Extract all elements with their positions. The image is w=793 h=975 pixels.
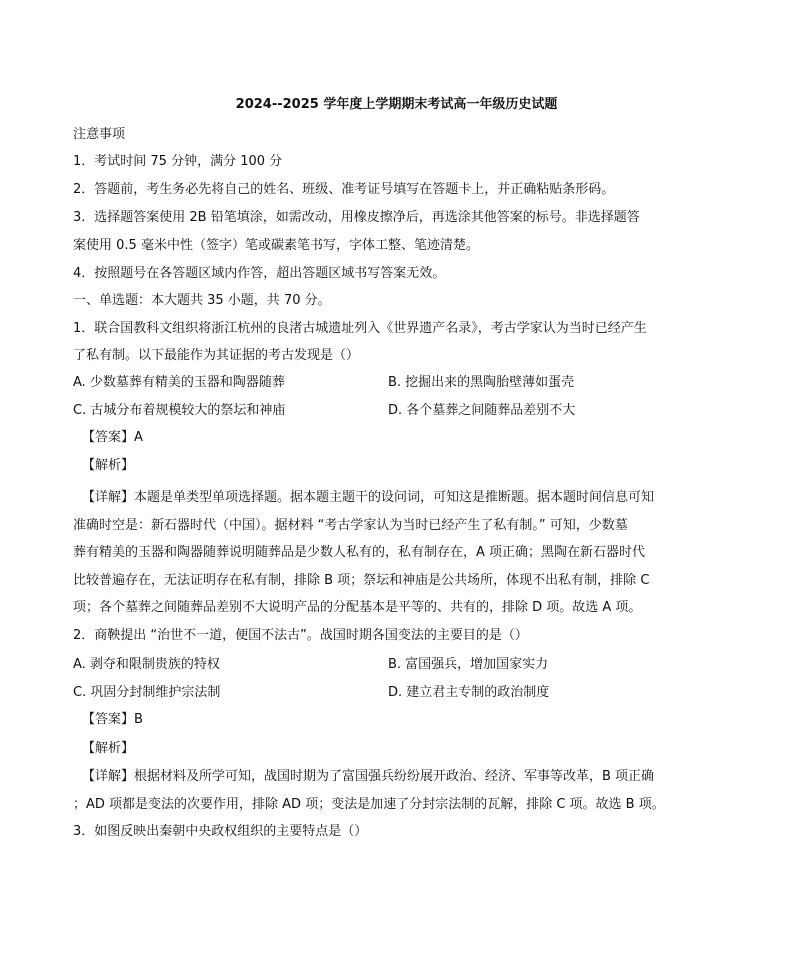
q1-detail-line-2: 准确时空是：新石器时代（中国）。据材料 “考古学家认为当时已经产生了私有制。” 可知，少数墓 — [73, 518, 628, 533]
q2-option-c: C. 巩固分封制维护宗法制 — [73, 685, 221, 700]
notice-item-3-cont: 案使用 0.5 毫米中性（签字）笔或碳素笔书写，字体工整、笔迹清楚。 — [73, 238, 479, 253]
notice-item-3: 3．选择题答案使用 2B 铅笔填涂，如需改动，用橡皮擦净后，再选涂其他答案的标号。非选择题答 — [73, 210, 640, 225]
notice-item-4: 4．按照题号在各答题区域内作答，超出答题区域书写答案无效。 — [73, 266, 446, 281]
q1-detail-line-4: 比较普遍存在，无法证明存在私有制，排除 B 项；祭坛和神庙是公共场所，体现不出私有制，排除 C — [73, 573, 650, 588]
section-heading: 一、单选题：本大题共 35 小题，共 70 分。 — [73, 293, 331, 308]
q1-stem-line-2: 了私有制。以下最能作为其证据的考古发现是（） — [73, 348, 360, 363]
q2-option-b: B. 富国强兵，增加国家实力 — [388, 657, 549, 672]
notice-heading: 注意事项 — [73, 127, 126, 142]
q1-detail-line-3: 葬有精美的玉器和陶器随葬说明随葬品是少数人私有的，私有制存在，A 项正确；黑陶在新石器时代 — [73, 545, 646, 560]
q2-detail-line-1: 【详解】根据材料及所学可知，战国时期为了富国强兵纷纷展开政治、经济、军事等改革，B 项正确 — [82, 769, 655, 784]
q1-option-a: A. 少数墓葬有精美的玉器和陶器随葬 — [73, 375, 285, 390]
q1-option-b: B. 挖掘出来的黑陶胎壁薄如蛋壳 — [388, 375, 575, 390]
q2-stem-line-1: 2．商鞅提出 “治世不一道，便国不法古”。战国时期各国变法的主要目的是（） — [73, 628, 528, 643]
q1-answer: 【答案】A — [82, 430, 143, 445]
q2-answer: 【答案】B — [82, 712, 143, 727]
q1-analysis-heading: 【解析】 — [82, 458, 135, 473]
q1-option-d: D. 各个墓葬之间随葬品差别不大 — [388, 403, 576, 418]
page-title: 2024--2025 学年度上学期期末考试高一年级历史试题 — [235, 97, 558, 112]
q1-detail-line-1: 【详解】本题是单类型单项选择题。据本题主题干的设问词，可知这是推断题。据本题时间信息可知 — [82, 490, 655, 505]
notice-item-1: 1．考试时间 75 分钟，满分 100 分 — [73, 154, 283, 169]
q2-option-d: D. 建立君主专制的政治制度 — [388, 685, 550, 700]
q2-option-a: A. 剥夺和限制贵族的特权 — [73, 657, 220, 672]
q3-stem-line-1: 3．如图反映出秦朝中央政权组织的主要特点是（） — [73, 824, 368, 839]
q1-stem-line-1: 1．联合国教科文组织将浙江杭州的良渚古城遗址列入《世界遗产名录》，考古学家认为当时已经产生 — [73, 321, 647, 336]
notice-item-2: 2．答题前，考生务必先将自己的姓名、班级、准考证号填写在答题卡上，并正确粘贴条形码。 — [73, 182, 615, 197]
q2-analysis-heading: 【解析】 — [82, 741, 135, 756]
q2-detail-line-2: ；AD 项都是变法的次要作用，排除 AD 项；变法是加速了分封宗法制的瓦解，排除 C 项。故选 B 项。 — [73, 797, 665, 812]
q1-detail-line-5: 项；各个墓葬之间随葬品差别不大说明产品的分配基本是平等的、共有的，排除 D 项。故选 A 项。 — [73, 600, 642, 615]
q1-option-c: C. 古城分布着规模较大的祭坛和神庙 — [73, 403, 286, 418]
